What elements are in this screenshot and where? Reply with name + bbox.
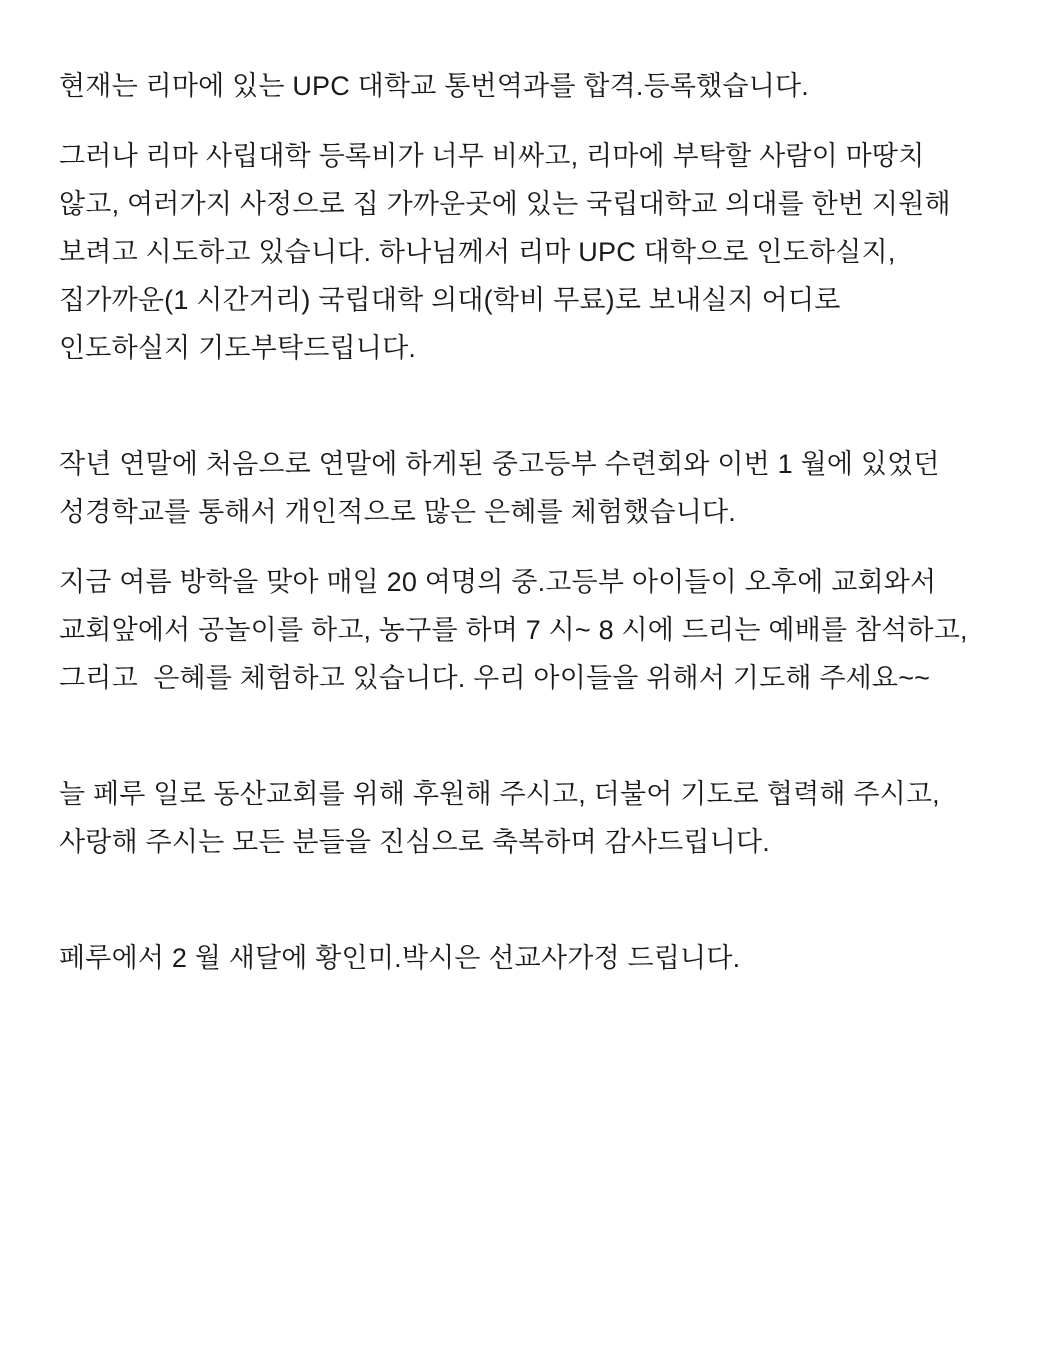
text-line: 페루에서 2 월 새달에 황인미.박시은 선교사가정 드립니다. — [59, 943, 741, 973]
text-line: 보려고 시도하고 있습니다. 하나님께서 리마 UPC 대학으로 인도하실지, — [59, 237, 896, 267]
paragraph-thanks-to-supporters — [59, 770, 995, 866]
blank-line — [59, 724, 995, 770]
paragraph-signature — [59, 934, 995, 982]
text-line: 늘 페루 일로 동산교회를 위해 후원해 주시고, 더불어 기도로 협력해 주시고, — [59, 779, 940, 809]
paragraph-summer-youth-ministry — [59, 558, 995, 702]
text-line: 사랑해 주시는 모든 분들을 진심으로 축복하며 감사드립니다. — [59, 827, 770, 857]
text-line: 그리고 은혜를 체험하고 있습니다. 우리 아이들을 위해서 기도해 주세요~~ — [59, 663, 931, 693]
text-line: 현재는 리마에 있는 UPC 대학교 통번역과를 합격.등록했습니다. — [59, 71, 809, 101]
text-line: 집가까운(1 시간거리) 국립대학 의대(학비 무료)로 보내실지 어디로 — [59, 285, 841, 315]
paragraph-university-prayer-request — [59, 132, 995, 372]
text-line: 그러나 리마 사립대학 등록비가 너무 비싸고, 리마에 부탁할 사람이 마땅치 — [59, 141, 925, 171]
text-line: 작년 연말에 처음으로 연말에 하게된 중고등부 수련회와 이번 1 월에 있었던 — [59, 449, 940, 479]
paragraph-upc-enrollment — [59, 62, 995, 110]
text-line: 성경학교를 통해서 개인적으로 많은 은혜를 체험했습니다. — [59, 497, 736, 527]
text-line: 않고, 여러가지 사정으로 집 가까운곳에 있는 국립대학교 의대를 한번 지원해 — [59, 189, 951, 219]
blank-line — [59, 394, 995, 440]
text-line: 교회앞에서 공놀이를 하고, 농구를 하며 7 시~ 8 시에 드리는 예배를 참석하고, — [59, 615, 968, 645]
text-line: 지금 여름 방학을 맞아 매일 20 여명의 중.고등부 아이들이 오후에 교회와서 — [59, 567, 937, 597]
blank-line — [59, 888, 995, 934]
paragraph-retreat-bible-school — [59, 440, 995, 536]
text-line: 인도하실지 기도부탁드립니다. — [59, 333, 417, 363]
